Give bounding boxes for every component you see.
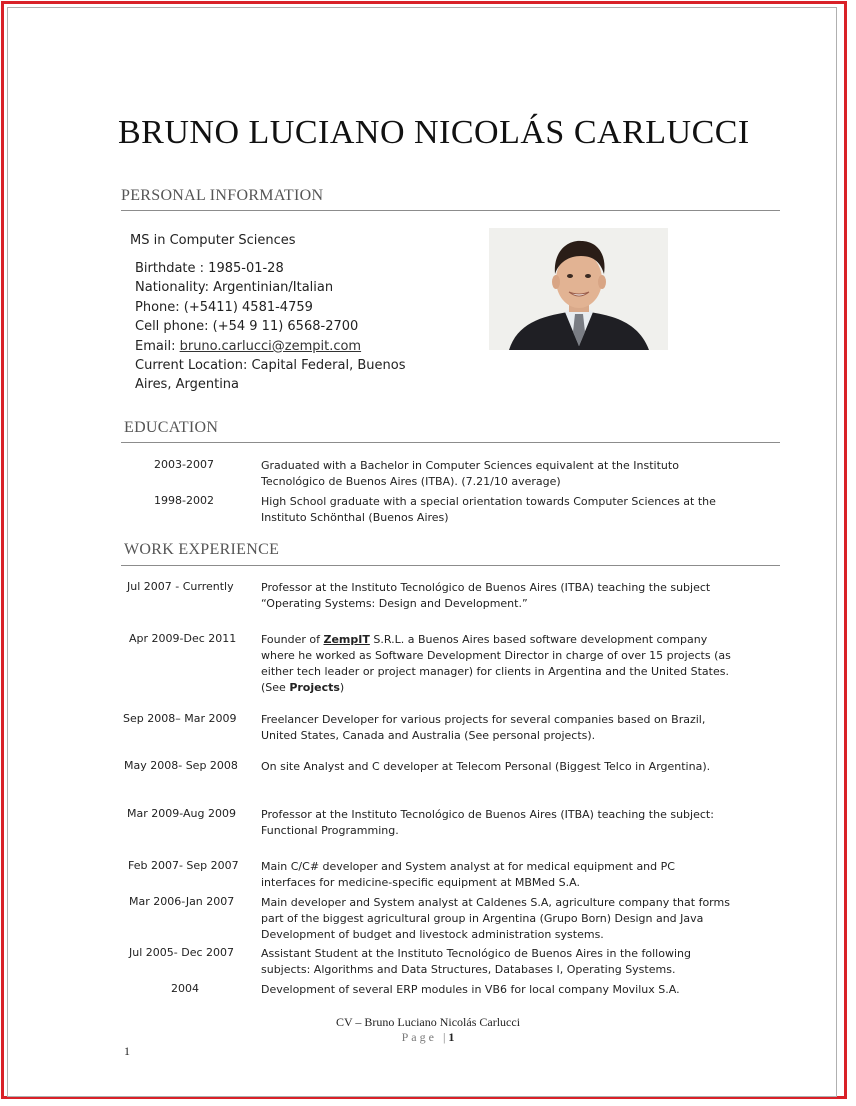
work-text: Professor at the Instituto Tecnológico de Buenos Aires (ITBA) teaching the subject: Functional Programming. xyxy=(261,808,714,837)
education-text: Graduated with a Bachelor in Computer Sciences equivalent at the Instituto Tecnológico de Buenos Aires (ITBA). (7.21/10 average) xyxy=(261,459,679,488)
work-date: Mar 2006-Jan 2007 xyxy=(129,895,235,908)
section-title-education: EDUCATION xyxy=(124,419,219,436)
footer-page-number: 1 xyxy=(448,1030,455,1044)
nationality: Nationality: Argentinian/Italian xyxy=(135,280,334,296)
work-date: Mar 2009-Aug 2009 xyxy=(127,807,236,820)
profile-photo xyxy=(489,228,668,350)
work-text: Main C/C# developer and System analyst at for medical equipment and PC interfaces for medicine-specific equipment at MBMed S.A. xyxy=(261,860,675,889)
work-date: Jul 2005- Dec 2007 xyxy=(129,946,235,959)
work-date: Sep 2008– Mar 2009 xyxy=(123,712,237,725)
phone: Phone: (+5411) 4581-4759 xyxy=(135,299,313,315)
work-text: Main developer and System analyst at Caldenes S.A, agriculture company that forms part of the biggest agricultural group in Argentina (Grupo Born) Design and Java Development of budget and livestock administration systems. xyxy=(261,896,730,941)
section-title-personal: PERSONAL INFORMATION xyxy=(121,187,324,204)
work-text-part: ) xyxy=(339,681,345,694)
work-text: On site Analyst and C developer at Telecom Personal (Biggest Telco in Argentina). xyxy=(261,760,711,773)
work-date: 2004 xyxy=(171,982,199,995)
work-date: Jul 2007 - Currently xyxy=(127,580,234,593)
current-location: Current Location: Capital Federal, Buenos Aires, Argentina xyxy=(135,358,406,393)
work-date: Feb 2007- Sep 2007 xyxy=(128,859,239,872)
section-rule-personal xyxy=(121,210,780,211)
work-date: Apr 2009-Dec 2011 xyxy=(129,632,237,645)
work-text-part: Founder of xyxy=(261,633,324,646)
section-rule-education xyxy=(121,442,780,443)
candidate-name: BRUNO LUCIANO NICOLÁS CARLUCCI xyxy=(118,114,750,151)
section-rule-work xyxy=(121,565,780,566)
company-link[interactable]: ZempIT xyxy=(323,633,370,646)
degree: MS in Computer Sciences xyxy=(130,233,296,248)
projects-link[interactable]: Projects xyxy=(289,681,340,694)
email-label: Email: xyxy=(135,338,180,354)
work-text xyxy=(261,632,731,696)
section-title-work: WORK EXPERIENCE xyxy=(124,541,280,558)
corner-page-number: 1 xyxy=(124,1044,130,1058)
email-link[interactable]: bruno.carlucci@zempit.com xyxy=(179,338,362,354)
work-date: May 2008- Sep 2008 xyxy=(124,759,238,772)
footer-title: CV – Bruno Luciano Nicolás Carlucci xyxy=(335,1015,521,1029)
work-text-part: S.R.L. a Buenos Aires based software development company where he worked as Software Development Director in charge of over 15 projects (as either tech leader or project manager) for clients in Argentina and the United States. (See xyxy=(261,633,731,694)
work-text: Development of several ERP modules in VB6 for local company Movilux S.A. xyxy=(261,983,680,996)
cell-phone: Cell phone: (+54 9 11) 6568-2700 xyxy=(135,319,359,335)
footer-page-label: Page | xyxy=(401,1030,449,1044)
email-row xyxy=(135,337,435,356)
education-text: High School graduate with a special orientation towards Computer Sciences at the Instituto Schönthal (Buenos Aires) xyxy=(261,495,716,524)
personal-info xyxy=(135,259,435,395)
birthdate: Birthdate : 1985-01-28 xyxy=(135,261,284,276)
work-text: Professor at the Instituto Tecnológico de Buenos Aires (ITBA) teaching the subject “Operating Systems: Design and Development.” xyxy=(261,581,711,610)
profile-photo-illustration xyxy=(489,228,668,350)
footer-page xyxy=(0,1030,856,1045)
education-date: 2003-2007 xyxy=(154,458,214,471)
work-text: Freelancer Developer for various projects for several companies based on Brazil, United States, Canada and Australia (See personal projects). xyxy=(261,713,706,742)
education-date: 1998-2002 xyxy=(154,494,214,507)
work-text: Assistant Student at the Instituto Tecnológico de Buenos Aires in the following subjects: Algorithms and Data Structures, Databases I, Operating Systems. xyxy=(261,947,691,976)
